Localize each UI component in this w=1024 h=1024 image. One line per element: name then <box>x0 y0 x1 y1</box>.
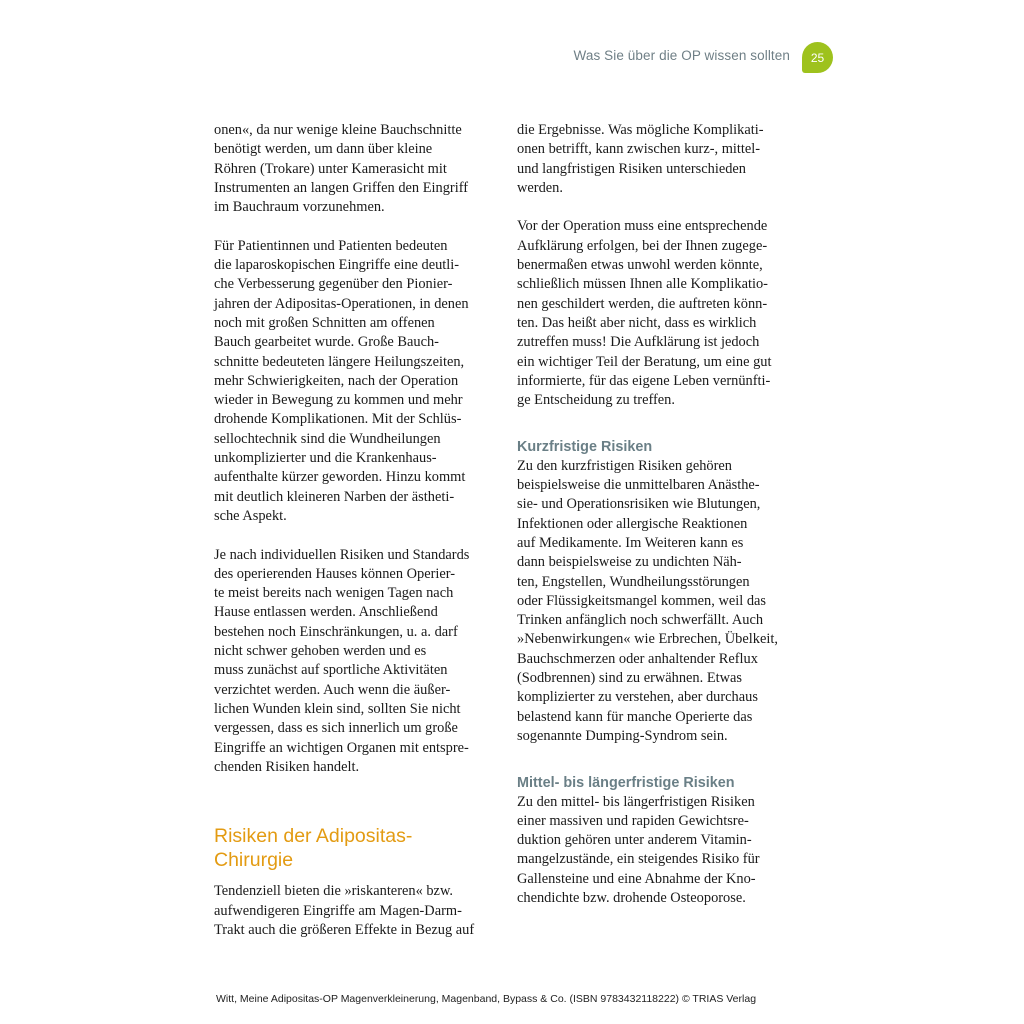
body-paragraph: Tendenziell bieten die »riskanteren« bzw. aufwendigeren Eingriffe am Magen-Darm- Trakt auch die größeren Effekte in Bezug auf <box>214 883 475 938</box>
body-paragraph: Zu den kurzfristigen Risiken gehören beispielsweise die unmittelbaren Anästhe- sie- und Operationsrisiken wie Blutungen, Infektionen oder allergische Reaktionen auf Medikamente. Im Weiteren kann es dann beispielsweise zu undichten Näh- ten, Engstellen, Wundheilungsstörungen oder Flüssigkeitsmangel kommen, weil das Trinken anfänglich noch schwerfällt. Auch »Nebenwirkungen« wie Erbrechen, Übelkeit, Bauchschmerzen oder anhaltender Reflux (Sodbrennen) sind zu erwähnen. Etwas komplizierter zu verstehen, aber durchaus belastend kann für manche Operierte das sogenannte Dumping-Syndrom sein. <box>517 457 778 744</box>
body-paragraph: onen«, da nur wenige kleine Bauchschnitte benötigt werden, um dann über kleine Röhren (Trokare) unter Kamerasicht mit Instrumenten an langen Griffen den Eingriff im Bauchraum vorzunehmen. <box>214 122 469 216</box>
left-column <box>214 121 486 960</box>
body-paragraph: Vor der Operation muss eine entsprechende Aufklärung erfolgen, bei der Ihnen zugege- benermaßen etwas unwohl werden könnte, schließlich müssen Ihnen alle Komplikatio- nen geschildert werden, die auftreten könn- ten. Das heißt aber nicht, dass es wirklich zutreffen muss! Die Aufklärung ist jedoch ein wichtiger Teil der Beratung, um eine gut informierte, für das eigene Leben vernünfti- ge Entscheidung zu treffen. <box>517 218 772 409</box>
right-column <box>517 121 789 928</box>
running-header: Was Sie über die OP wissen sollten <box>573 48 790 63</box>
subheading-short-term-risks: Kurzfristige Risiken <box>517 438 653 455</box>
body-paragraph: die Ergebnisse. Was mögliche Komplikati- onen betrifft, kann zwischen kurz-, mittel- und langfristigen Risiken unterschieden werden. <box>517 122 764 196</box>
section-heading: Risiken der Adipositas- Chirurgie <box>214 825 413 872</box>
body-paragraph: Für Patientinnen und Patienten bedeuten die laparoskopischen Eingriffe eine deutli- che Verbesserung gegenüber den Pionier- jahren der Adipositas-Operationen, in denen noch mit großen Schnitten am offenen Bauch gearbeitet wurde. Große Bauch- schnitte bedeuteten längere Heilungszeiten, mehr Schwierigkeiten, nach der Operation wieder in Bewegung zu kommen und mehr drohende Komplikationen. Mit der Schlüs- sellochtechnik sind die Wundheilungen unkomplizierter und die Krankenhaus- aufenthalte kürzer geworden. Hinzu kommt mit deutlich kleineren Narben der ästheti- sche Aspekt. <box>214 237 469 524</box>
body-paragraph: Zu den mittel- bis längerfristigen Risiken einer massiven und rapiden Gewichtsre- duktion gehören unter anderem Vitamin- mangelzustände, ein steigendes Risiko für Gallensteine und eine Abnahme der Kno- chendichte bzw. drohende Osteoporose. <box>517 793 760 906</box>
body-paragraph: Je nach individuellen Risiken und Standards des operierenden Hauses können Operier- te meist bereits nach wenigen Tagen nach Hause entlassen werden. Anschließend bestehen noch Einschränkungen, u. a. darf nicht schwer gehoben werden und es muss zunächst auf sportliche Aktivitäten verzichtet werden. Auch wenn die äußer- lichen Wunden klein sind, sollten Sie nicht vergessen, dass es sich innerlich um große Eingriffe an wichtigen Organen mit entspre- chenden Risiken handelt. <box>214 546 470 775</box>
footer-citation: Witt, Meine Adipositas-OP Magenverkleinerung, Magenband, Bypass & Co. (ISBN 9783432118222) © TRIAS Verlag <box>216 993 757 1005</box>
page-number-badge: 25 <box>802 42 833 73</box>
subheading-long-term-risks: Mittel- bis längerfristige Risiken <box>517 774 735 791</box>
